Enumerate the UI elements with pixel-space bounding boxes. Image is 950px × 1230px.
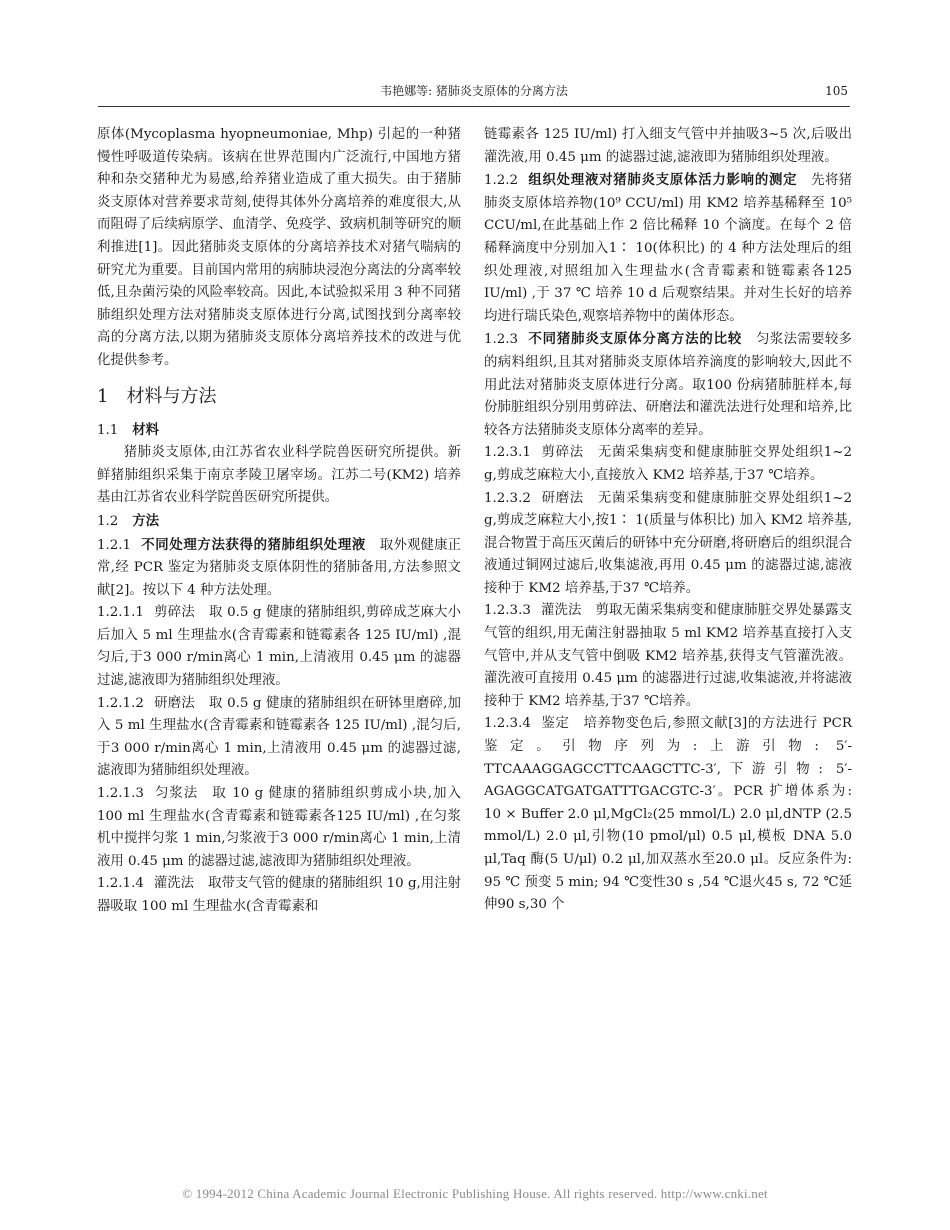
running-header (98, 82, 850, 107)
subsection-number: 1.2.3.3 (484, 603, 531, 619)
page-number: 105 (825, 84, 848, 98)
subsection-title: 匀浆法 (153, 786, 199, 802)
paragraph-text: 取 10 g 健康的猪肺组织剪成小块,加入100 ml 生理盐水(含青霉素和链霉素各125 IU/ml) ,在匀浆机中搅拌匀浆 1 min,匀浆液于3 000 r/min离心 1 min,上清液用 0.45 μm 的滤器过滤,滤液即为猪肺组织处理液。 (97, 786, 462, 869)
paragraph-1-2-3-4 (484, 713, 852, 916)
paragraph-text: 取外观健康正常,经 PCR 鉴定为猪肺炎支原体阴性的猪肺备用,方法参照文献[2]。按以下 4 种方法处理。 (97, 537, 462, 598)
paragraph-text: 匀浆法需要较多的病料组织,且其对猪肺炎支原体培养滴度的影响较大,因此不用此法对猪肺炎支原体进行分离。取100 份病猪肺脏样本,每份肺脏组织分别用剪碎法、研磨法和灌洗法进行处理和培养,比较各方法猪肺炎支原体分离率的差异。 (484, 332, 853, 438)
section-title: 材料与方法 (126, 385, 217, 407)
paragraph-1-2-3-1 (484, 442, 852, 487)
subsection-title: 剪碎法 (153, 605, 195, 621)
left-column (97, 124, 461, 919)
paragraph-text: 无菌采集病变和健康肺脏交界处组织1~2 g,剪成芝麻粒大小,按1∶ 1(质量与体积比) 加入 KM2 培养基,混合物置于高压灭菌后的研钵中充分研磨,将研磨后的组织混合液通过铜网过滤后,收集滤液,再用 0.45 μm 的滤器过滤,滤液接种于 KM2 培养基,于37 ℃培养。 (484, 490, 852, 596)
subsection-number: 1.2.1.1 (97, 605, 144, 621)
section-title: 方法 (132, 512, 160, 529)
paragraph-1-2-1 (97, 534, 461, 603)
paragraph-1-2-3 (484, 328, 852, 442)
paragraph-1-2-1-1 (97, 602, 461, 692)
paragraph-1-2-2 (484, 169, 852, 328)
subsection-number: 1.2.3.4 (484, 716, 531, 732)
section-1-2-heading (97, 510, 461, 534)
intro-paragraph: 原体(Mycoplasma hyopneumoniae, Mhp) 引起的一种猪慢性呼吸道传染病。该病在世界范围内广泛流行,中国地方猪种和杂交猪种尤为易感,给养猪业造成了重大损失。由于猪肺炎支原体对营养要求苛刻,使得其体外分离培养的难度很大,从而阻碍了后续病原学、血清学、免疫学、致病机制等研究的顺利推进[1]。因此猪肺炎支原体的分离培养技术对猪气喘病的研究尤为重要。目前国内常用的病肺块浸泡分离法的分离率较低,且杂菌污染的风险率较高。因此,本试验拟采用 3 种不同猪肺组织处理方法对猪肺炎支原体进行分离,试图找到分离率较高的分离方法,以期为猪肺炎支原体分离培养技术的改进与优化提供参考。 (97, 127, 461, 368)
subsection-title: 研磨法 (153, 695, 195, 711)
subsection-title: 不同猪肺炎支原体分离方法的比较 (528, 331, 743, 348)
paragraph-1-2-1-4 (97, 873, 461, 918)
materials-paragraph: 猪肺炎支原体,由江苏省农业科学院兽医研究所提供。新鲜猪肺组织采集于南京孝陵卫屠宰场。江苏二号(KM2) 培养基由江苏省农业科学院兽医研究所提供。 (97, 445, 461, 506)
paragraph-text: 取 0.5 g 健康的猪肺组织在研钵里磨碎,加入 5 ml 生理盐水(含青霉素和链霉素各 125 IU/ml) ,混匀后,于3 000 r/min离心 1 min,上清液用 0.45 μm 的滤器过滤,滤液即为猪肺组织处理液。 (97, 695, 461, 779)
subsection-number: 1.2.1 (97, 537, 132, 553)
paragraph-text: 剪取无菌采集病变和健康肺脏交界处暴露支气管的组织,用无菌注射器抽取 5 ml KM2 培养基直接打入支气管中,并从支气管中倒吸 KM2 培养基,获得支气管灌洗液。灌洗液可直接用 0.45 μm 的滤器进行过滤,收集滤液,并将滤液接种于 KM2 培养基,于37 ℃培养。 (484, 603, 853, 709)
subsection-title: 组织处理液对猪肺炎支原体活力影响的测定 (528, 172, 798, 189)
paragraph-text: 培养物变色后,参照文献[3]的方法进行 PCR 鉴定。引物序列为:上游引物: 5′-TTCAAAGGAGCCTTCAAGCTTC-3′,下游引物: 5′-AGAGGCATGATGATTTGACGTC-3′。PCR 扩增体系为: 10 × Buffer 2.0 μl,MgCl₂(25 mmol/L) 2.0 μl,dNTP (2.5 mmol/L) 2.0 μl,引物(10 pmol/μl) 0.5 μl,模板 DNA 5.0 μl,Taq 酶(5 U/μl) 0.2 μl,加双蒸水至20.0 μl。反应条件为: 95 ℃ 预变 5 min; 94 ℃变性30 s ,54 ℃退火45 s, 72 ℃延伸90 s,30 个 (484, 716, 852, 913)
section-number: 1.1 (97, 422, 119, 438)
section-number: 1.2 (97, 513, 119, 529)
running-title: 韦艳娜等: 猪肺炎支原体的分离方法 (380, 84, 568, 98)
paragraph-1-2-1-3 (97, 783, 461, 873)
subsection-title: 不同处理方法获得的猪肺组织处理液 (141, 536, 366, 553)
section-title: 材料 (132, 421, 160, 438)
subsection-number: 1.2.2 (484, 173, 519, 189)
paragraph-1-2-1-2 (97, 693, 461, 783)
subsection-title: 鉴定 (540, 716, 570, 732)
continued-paragraph: 链霉素各 125 IU/ml) 打入细支气管中并抽吸3~5 次,后吸出灌洗液,用 0.45 μm 的滤器过滤,滤液即为猪肺组织处理液。 (484, 127, 852, 165)
paragraph-text: 取 0.5 g 健康的猪肺组织,剪碎成芝麻大小后加入 5 ml 生理盐水(含青霉素和链霉素各 125 IU/ml) ,混匀后,于3 000 r/min离心 1 min,上清液用 0.45 μm 的滤器过滤,滤液即为猪肺组织处理液。 (97, 605, 461, 689)
subsection-number: 1.2.3.2 (484, 490, 531, 506)
subsection-number: 1.2.3 (484, 332, 519, 348)
copyright-footer: © 1994-2012 China Academic Journal Electronic Publishing House. All rights reserved. http://www.cnki.net (182, 1186, 768, 1201)
subsection-title: 灌洗法 (540, 603, 582, 619)
paragraph-text: 先将猪肺炎支原体培养物(10⁹ CCU/ml) 用 KM2 培养基稀释至 10⁵ CCU/ml,在此基础上作 2 倍比稀释 10 个滴度。在每个 2 倍稀释滴度中分别加入1∶ 10(体积比) 的 4 种方法处理后的组织处理液,对照组加入生理盐水(含青霉素和链霉素各125 IU/ml) ,于 37 ℃ 培养 10 d 后观察结果。并对生长好的培养均进行瑞氏染色,观察培养物中的菌体形态。 (484, 173, 852, 324)
subsection-title: 剪碎法 (540, 445, 584, 461)
subsection-number: 1.2.1.2 (97, 695, 144, 711)
paragraph-1-2-3-2 (484, 488, 852, 601)
subsection-title: 灌洗法 (153, 876, 195, 892)
subsection-title: 研磨法 (540, 490, 584, 506)
section-number: 1 (97, 385, 109, 407)
section-1-1-heading (97, 419, 461, 443)
section-1-heading (97, 377, 461, 417)
paragraph-text: 无菌采集病变和健康肺脏交界处组织1~2 g,剪成芝麻粒大小,直接放入 KM2 培养基,于37 ℃培养。 (484, 445, 852, 483)
paragraph-1-2-3-3 (484, 600, 852, 713)
subsection-number: 1.2.3.1 (484, 445, 531, 461)
subsection-number: 1.2.1.3 (97, 786, 144, 802)
subsection-number: 1.2.1.4 (97, 876, 144, 892)
right-column (484, 124, 852, 917)
paragraph-text: 取带支气管的健康的猪肺组织 10 g,用注射器吸取 100 ml 生理盐水(含青霉素和 (97, 876, 461, 914)
